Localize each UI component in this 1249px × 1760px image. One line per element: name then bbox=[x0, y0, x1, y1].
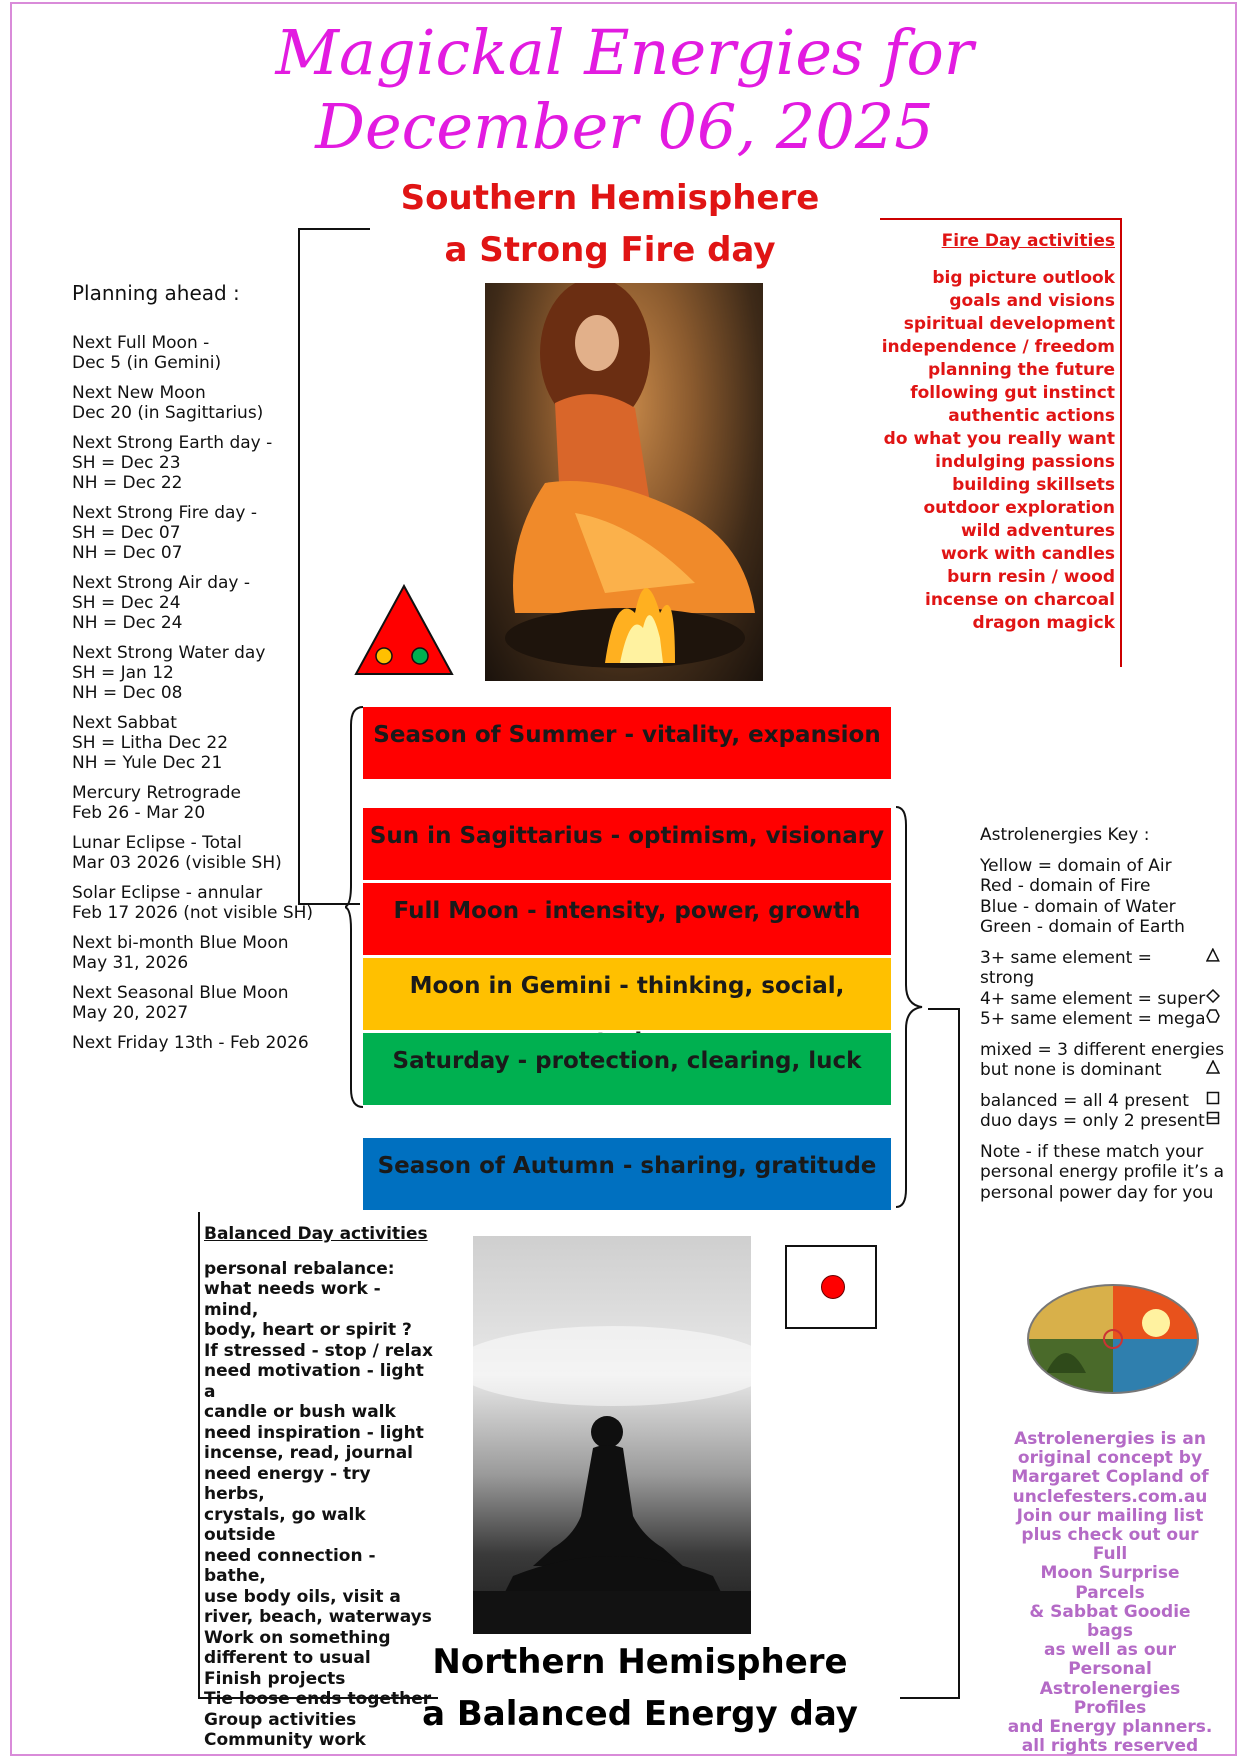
balanced-activity-item: personal rebalance: what needs work - mind, body, heart or spirit ? bbox=[204, 1258, 412, 1340]
balanced-activity-item: Community work bbox=[204, 1730, 366, 1750]
planning-bracket-top bbox=[298, 228, 370, 230]
planning-item: Next Strong Fire day - SH = Dec 07 NH = Dec 07 bbox=[72, 503, 257, 563]
page-title-line1: Magickal Energies for bbox=[275, 16, 974, 89]
season-autumn-bar: Season of Autumn - sharing, gratitude bbox=[363, 1138, 891, 1210]
planning-ahead-panel bbox=[72, 283, 342, 1063]
fire-activity-item: work with candles bbox=[941, 544, 1115, 564]
fire-activity-item: authentic actions bbox=[948, 406, 1115, 426]
season-summer-bar: Season of Summer - vitality, expansion bbox=[363, 707, 891, 779]
moon-sign-bar: Moon in Gemini - thinking, social, bbox=[363, 958, 891, 1030]
balanced-bracket bbox=[198, 1212, 200, 1698]
planning-item: Next Seasonal Blue Moon May 20, 2027 bbox=[72, 983, 289, 1023]
southern-hemisphere-heading: Southern Hemisphere bbox=[400, 178, 820, 218]
planning-item: Lunar Eclipse - Total Mar 03 2026 (visible SH) bbox=[72, 833, 282, 873]
green-dot-icon bbox=[412, 648, 428, 664]
credit-line: & Sabbat Goodie bags bbox=[1029, 1601, 1191, 1642]
balanced-activity-item: Group activities bbox=[204, 1709, 357, 1730]
sun-sign-bar: Sun in Sagittarius - optimism, visionary bbox=[363, 808, 891, 880]
fire-activity-item: dragon magick bbox=[972, 613, 1115, 633]
key-water: Blue - domain of Water bbox=[980, 896, 1176, 917]
mixed-triangle-icon bbox=[1206, 1060, 1220, 1074]
key-balanced: balanced = all 4 present bbox=[980, 1090, 1189, 1111]
key-duo: duo days = only 2 present bbox=[980, 1111, 1205, 1131]
planning-item: Solar Eclipse - annular Feb 17 2026 (not visible SH) bbox=[72, 883, 314, 923]
credit-line: and Energy planners. bbox=[1007, 1717, 1213, 1738]
fire-activity-item: outdoor exploration bbox=[923, 498, 1115, 518]
planning-item: Next New Moon Dec 20 (in Sagittarius) bbox=[72, 383, 264, 423]
balanced-activity-item: If stressed - stop / relax bbox=[204, 1340, 433, 1361]
credit-line: Margaret Copland of bbox=[1011, 1467, 1209, 1488]
fire-activity-item: burn resin / wood bbox=[947, 567, 1115, 587]
balanced-activity-item: need inspiration - light incense, read, journal bbox=[204, 1422, 424, 1463]
hexagon-icon bbox=[1206, 1009, 1220, 1023]
northern-hemisphere-heading: Northern Hemisphere bbox=[432, 1642, 848, 1682]
page-title-line2: December 06, 2025 bbox=[315, 90, 934, 163]
southern-day-type: a Strong Fire day bbox=[444, 230, 776, 270]
balanced-activities-heading: Balanced Day activities bbox=[204, 1224, 428, 1244]
astrolenergies-key bbox=[980, 825, 1230, 1203]
fire-triangle-icon bbox=[352, 582, 456, 678]
split-square-icon bbox=[1206, 1111, 1220, 1125]
fire-activity-item: incense on charcoal bbox=[925, 590, 1115, 610]
fire-activity-item: building skillsets bbox=[952, 475, 1115, 495]
right-bracket-top bbox=[928, 1008, 960, 1010]
northern-day-type: a Balanced Energy day bbox=[422, 1694, 858, 1734]
balanced-square-icon bbox=[785, 1245, 877, 1329]
fire-activities-panel bbox=[870, 230, 1115, 635]
credit-line: original concept by bbox=[1017, 1448, 1203, 1469]
fire-activity-item: wild adventures bbox=[960, 521, 1115, 541]
weekday-bar: Saturday - protection, clearing, luck bbox=[363, 1033, 891, 1105]
planning-item: Next Strong Water day SH = Jan 12 NH = Dec 08 bbox=[72, 643, 266, 703]
planning-item: Next Friday 13th - Feb 2026 bbox=[72, 1033, 309, 1053]
balanced-activity-item: Tie loose ends together bbox=[204, 1689, 432, 1709]
fire-activity-item: do what you really want bbox=[883, 429, 1115, 449]
right-bracket-bottom bbox=[900, 1697, 960, 1699]
credit-line: all rights reserved bbox=[1021, 1736, 1199, 1757]
right-bracket bbox=[958, 1008, 960, 1698]
right-brace bbox=[894, 805, 924, 1209]
key-mixed-2: but none is dominant bbox=[980, 1060, 1162, 1080]
triangle-icon bbox=[1206, 948, 1220, 962]
credit-line: plus check out our Full bbox=[1021, 1525, 1199, 1565]
key-mega: 5+ same element = mega bbox=[980, 1009, 1206, 1029]
balanced-activity-item: need motivation - light a candle or bush walk bbox=[204, 1361, 424, 1422]
planning-item: Mercury Retrograde Feb 26 - Mar 20 bbox=[72, 783, 241, 823]
credit-line: as well as our Personal bbox=[1044, 1640, 1176, 1680]
key-super: 4+ same element = super bbox=[980, 988, 1206, 1009]
credit-line: Join our mailing list bbox=[1016, 1505, 1204, 1526]
key-heading: Astrolenergies Key : bbox=[980, 825, 1150, 845]
key-note: Note - if these match your personal energy profile it’s a personal power day for you bbox=[980, 1141, 1225, 1203]
fire-maiden-photo bbox=[485, 283, 763, 681]
fire-activity-item: planning the future bbox=[927, 360, 1115, 380]
left-brace bbox=[345, 705, 365, 1109]
key-earth: Green - domain of Earth bbox=[980, 917, 1185, 937]
red-dot-icon bbox=[821, 1275, 845, 1299]
planning-item: Next Full Moon - Dec 5 (in Gemini) bbox=[72, 333, 222, 373]
key-mixed: mixed = 3 different energies bbox=[980, 1039, 1225, 1060]
fire-activity-item: independence / freedom bbox=[881, 337, 1115, 357]
planning-item: Next Strong Air day - SH = Dec 24 NH = Dec 24 bbox=[72, 573, 251, 633]
balanced-activity-item: need connection - bathe, use body oils, visit a river, beach, waterways bbox=[204, 1545, 432, 1627]
planning-item: Next Sabbat SH = Litha Dec 22 NH = Yule Dec 21 bbox=[72, 713, 229, 773]
credit-line: unclefesters.com.au bbox=[1012, 1486, 1208, 1507]
fire-activity-item: big picture outlook bbox=[932, 268, 1115, 288]
planning-item: Next bi-month Blue Moon May 31, 2026 bbox=[72, 933, 289, 973]
balanced-activity-item: Finish projects bbox=[204, 1668, 346, 1689]
fire-activities-heading: Fire Day activities bbox=[941, 231, 1115, 251]
credit-panel bbox=[1005, 1430, 1215, 1756]
balanced-activity-item: need energy - try herbs, crystals, go walk outside bbox=[204, 1463, 371, 1545]
credit-line: Moon Surprise Parcels bbox=[1040, 1563, 1180, 1603]
diamond-icon bbox=[1206, 989, 1220, 1003]
planning-item: Next Strong Earth day - SH = Dec 23 NH = Dec 22 bbox=[72, 433, 273, 493]
balanced-activity-item: Work on something different to usual bbox=[204, 1627, 391, 1668]
fire-activity-item: spiritual development bbox=[903, 314, 1115, 334]
credit-line: Astrolenergies Profiles bbox=[1039, 1678, 1181, 1718]
moon-phase-bar: Full Moon - intensity, power, growth bbox=[363, 883, 891, 955]
fire-activity-item: indulging passions bbox=[935, 452, 1115, 472]
fire-activity-item: following gut instinct bbox=[910, 383, 1115, 403]
planning-heading: Planning ahead : bbox=[72, 281, 240, 305]
key-air: Yellow = domain of Air bbox=[980, 855, 1172, 876]
meditation-photo bbox=[473, 1236, 751, 1634]
key-strong: 3+ same element = strong bbox=[980, 947, 1152, 988]
credit-line: Astrolenergies is an bbox=[1014, 1429, 1206, 1449]
fire-activity-item: goals and visions bbox=[949, 291, 1115, 311]
yellow-dot-icon bbox=[376, 648, 392, 664]
astrolenergies-logo bbox=[1026, 1283, 1200, 1395]
square-icon bbox=[1206, 1091, 1220, 1105]
key-fire: Red - domain of Fire bbox=[980, 876, 1151, 896]
